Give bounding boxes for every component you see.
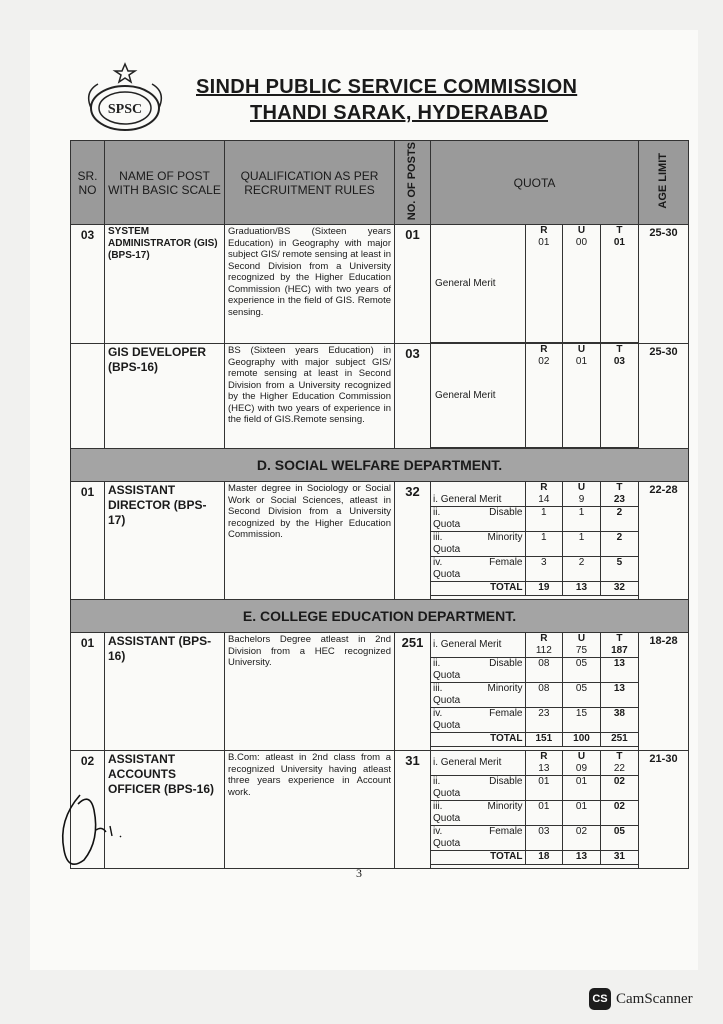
svg-text:SPSC: SPSC <box>107 102 143 117</box>
no-of-posts: 03 <box>395 344 431 449</box>
commission-title: SINDH PUBLIC SERVICE COMMISSION <box>196 76 578 98</box>
no-of-posts: 251 <box>395 633 431 751</box>
section-header-row <box>71 600 689 633</box>
quota-cell: General Merit R 02 U 01 T 03 <box>431 344 639 449</box>
page-number: 3 <box>356 866 362 880</box>
age-limit: 25-30 <box>639 225 689 344</box>
sr-no: 01 <box>71 633 105 751</box>
qualification-text: Master degree in Sociology or Social Work or Social Sciences, atleast in Second Division from a University recognized by the Higher Education Commission. <box>225 482 395 600</box>
post-name: SYSTEM ADMINISTRATOR (GIS) (BPS-17) <box>105 225 225 344</box>
table-row <box>71 225 689 344</box>
quota-r: 02 <box>538 356 550 368</box>
col-no-of-posts: NO. OF POSTS <box>395 141 431 225</box>
quota-cell: i. General Merit R 112 U 75 T 187 ii. Disable Quota 08 05 13 iii. Minority Quota 08 05 13 iv. Female Quota 23 15 38 TOTAL 151 100 251 <box>431 633 639 751</box>
age-limit: 21-30 <box>639 751 689 869</box>
col-age-limit: AGE LIMIT <box>639 141 689 225</box>
col-post-name: NAME OF POST WITH BASIC SCALE <box>105 141 225 225</box>
quota-cell: i. General Merit R 14 U 9 T 23 ii. Disable Quota 1 1 2 iii. Minority Quota 1 1 2 iv. Female Quota 3 2 5 TOTAL 19 13 32 <box>431 482 639 600</box>
quota-label: General Merit <box>431 344 525 448</box>
quota-cell: i. General Merit R 13 U 09 T 22 ii. Disable Quota 01 01 02 iii. Minority Quota 01 01 02 iv. Female Quota 03 02 05 TOTAL 18 13 31 <box>431 751 639 869</box>
qualification-text: B.Com: atleast in 2nd class from a recognized University having atleast three years experience in Account work. <box>225 751 395 869</box>
no-of-posts: 31 <box>395 751 431 869</box>
col-sr-no: SR. NO <box>71 141 105 225</box>
post-name: ASSISTANT DIRECTOR (BPS-17) <box>105 482 225 600</box>
table-row <box>71 633 689 751</box>
camscanner-watermark <box>589 988 693 1010</box>
table-row <box>71 482 689 600</box>
spsc-logo-icon <box>78 62 172 134</box>
qualification-text: Bachelors Degree atleast in 2nd Division from a HEC recognized University. <box>225 633 395 751</box>
posts-table <box>70 140 689 869</box>
section-title: D. SOCIAL WELFARE DEPARTMENT. <box>71 449 689 482</box>
section-title: E. COLLEGE EDUCATION DEPARTMENT. <box>71 600 689 633</box>
post-name: GIS DEVELOPER (BPS-16) <box>105 344 225 449</box>
col-quota: QUOTA <box>431 141 639 225</box>
no-of-posts: 32 <box>395 482 431 600</box>
handwritten-signature-icon <box>50 780 150 880</box>
age-limit: 25-30 <box>639 344 689 449</box>
no-of-posts: 01 <box>395 225 431 344</box>
commission-address: THANDI SARAK, HYDERABAD <box>250 102 549 124</box>
col-qualification: QUALIFICATION AS PER RECRUITMENT RULES <box>225 141 395 225</box>
post-name: ASSISTANT (BPS-16) <box>105 633 225 751</box>
qualification-text: Graduation/BS (Sixteen years Education) in Geography with major subject GIS/ remote sensing at least in Second Division from a University recognized by the Higher Education Commission (HEC) with two years of experience in the field of GIS. Remote sensing. <box>225 225 395 344</box>
section-header-row <box>71 449 689 482</box>
quota-t: 03 <box>613 356 625 368</box>
table-row <box>71 344 689 449</box>
age-limit: 18-28 <box>639 633 689 751</box>
quota-label: General Merit <box>431 225 525 343</box>
table-header-row <box>71 141 689 225</box>
camscanner-icon: CS <box>589 988 611 1010</box>
quota-cell: General Merit R 01 U 00 T 01 <box>431 225 639 344</box>
sr-no: 01 <box>71 482 105 600</box>
quota-r: 01 <box>538 237 550 249</box>
table-row <box>71 751 689 869</box>
age-limit: 22-28 <box>639 482 689 600</box>
sr-no: 02 <box>71 751 105 869</box>
quota-u: 00 <box>575 237 588 249</box>
qualification-text: BS (Sixteen years Education) in Geography with major subject GIS/ remote sensing at least in Second Division from a University recognized by the Higher Education Commission (HEC) with two years of experience in the field of GIS.Remote sensing. <box>225 344 395 449</box>
quota-t: 01 <box>613 237 625 249</box>
sr-no: 03 <box>71 225 105 344</box>
camscanner-text: CamScanner <box>616 990 693 1007</box>
quota-u: 01 <box>575 356 588 368</box>
post-name: ASSISTANT ACCOUNTS OFFICER (BPS-16) <box>105 751 225 869</box>
